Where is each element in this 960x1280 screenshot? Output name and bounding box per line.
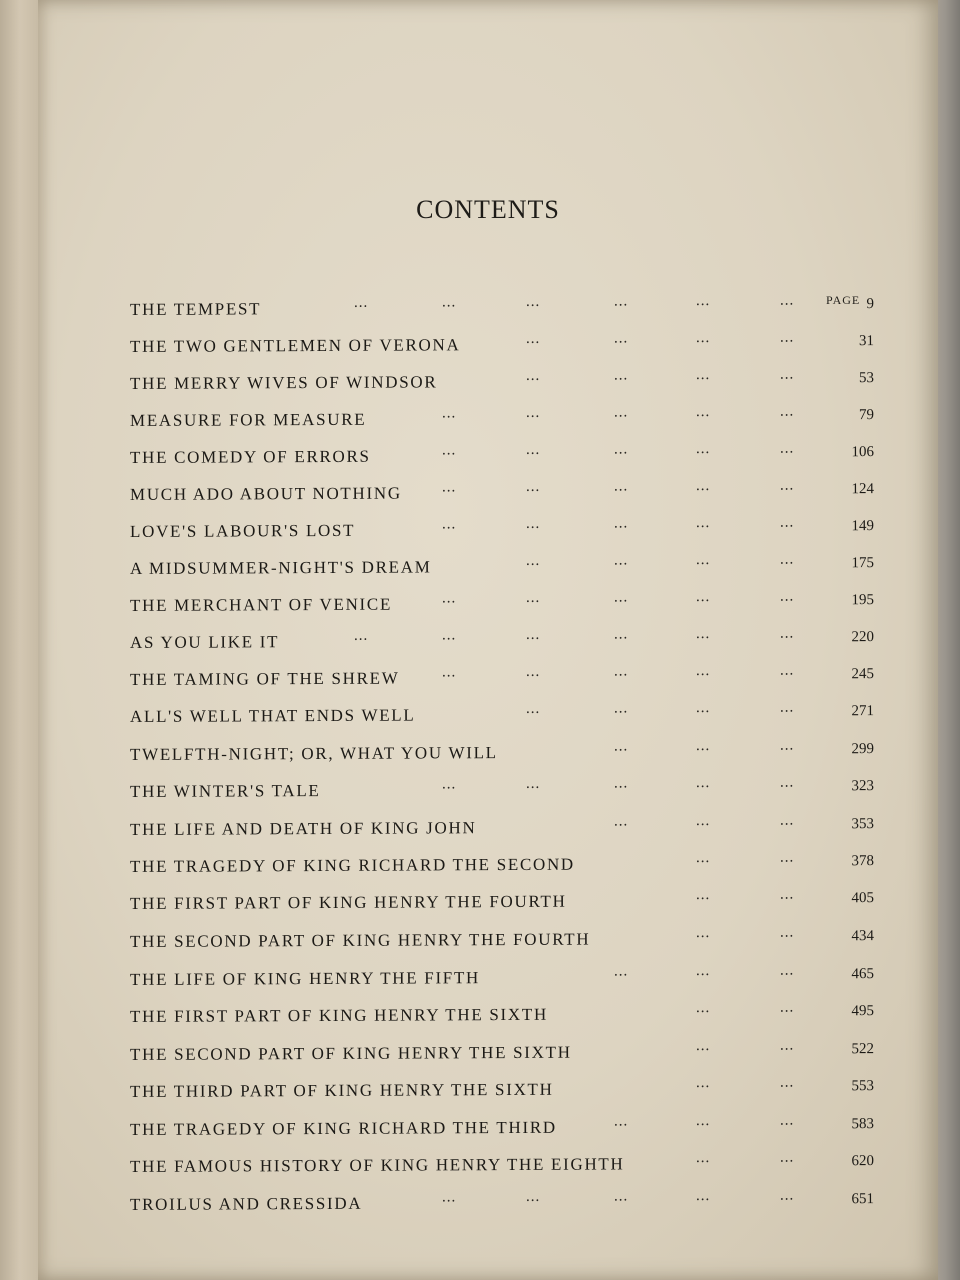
toc-leader-dots: ... [695,849,711,867]
toc-leader-dots: ... [613,515,629,532]
toc-entry [129,551,875,583]
toc-entry-page-number: 495 [851,1003,875,1020]
toc-entry-page-number: 124 [851,481,875,498]
toc-entry-title: THE MERRY WIVES OF WINDSOR [129,372,438,393]
toc-entry-page-number: 79 [858,407,875,424]
toc-leader-dots: ... [695,625,711,643]
toc-entry-title: THE TAMING OF THE SHREW [129,668,400,689]
toc-leader-dots: ... [779,699,795,716]
toc-leader-dots: ... [695,812,711,830]
table-of-contents [38,0,938,1280]
toc-leader-dots: ... [779,366,795,383]
toc-leader-dots: ... [695,440,711,458]
toc-entry [129,962,875,994]
toc-leader-dots: ... [613,738,629,755]
toc-leader-dots: ... [779,403,795,420]
toc-entry-page-number: 522 [851,1041,875,1058]
toc-leader-dots: ... [613,404,629,421]
toc-leader-dots: ... [695,1037,711,1055]
toc-entry [129,849,875,881]
toc-entry-page-number: 434 [851,928,875,945]
toc-entry-title: MEASURE FOR MEASURE [129,409,367,430]
toc-entry [129,366,875,398]
toc-leader-dots: ... [779,812,795,829]
toc-entry-title: TWELFTH-NIGHT; OR, WHAT YOU WILL [129,743,498,764]
toc-entry [129,477,875,509]
toc-leader-dots: ... [695,662,711,680]
toc-entry-title: THE TWO GENTLEMEN OF VERONA [129,335,461,356]
toc-leader-dots: ... [441,479,457,496]
toc-leader-dots: ... [779,1149,795,1166]
toc-entry [129,514,875,546]
toc-entry-title: THE TRAGEDY OF KING RICHARD THE THIRD [129,1117,557,1139]
page-column-label: PAGE [826,293,861,307]
toc-leader-dots: ... [613,478,629,495]
toc-leader-dots: ... [353,294,369,311]
toc-leader-dots: ... [613,367,629,384]
toc-leader-dots: ... [441,776,457,793]
toc-entry-title: A MIDSUMMER-NIGHT'S DREAM [129,557,432,578]
toc-entry-title: LOVE'S LABOUR'S LOST [129,520,356,541]
toc-leader-dots: ... [695,403,711,421]
toc-leader-dots: ... [525,404,541,421]
toc-leader-dots: ... [613,813,629,830]
toc-leader-dots: ... [613,330,629,347]
toc-entry-page-number: 299 [851,741,875,758]
toc-leader-dots: ... [779,1037,795,1054]
toc-leader-dots: ... [353,627,369,644]
toc-leader-dots: ... [525,663,541,680]
toc-entry-page-number: 353 [851,816,875,833]
page-title: CONTENTS [416,195,560,224]
toc-leader-dots: ... [695,962,711,980]
toc-leader-dots: ... [779,849,795,866]
toc-leader-dots: ... [525,589,541,606]
toc-leader-dots: ... [695,886,711,904]
toc-leader-dots: ... [695,292,711,310]
toc-leader-dots: ... [695,366,711,384]
toc-leader-dots: ... [613,441,629,458]
toc-entry [129,924,875,956]
toc-leader-dots: ... [695,551,711,569]
toc-entry-title: THE FAMOUS HISTORY OF KING HENRY THE EIGHTH [129,1154,625,1176]
toc-entry-title: THE SECOND PART OF KING HENRY THE FOURTH [129,929,591,951]
toc-leader-dots: ... [525,626,541,643]
toc-leader-dots: ... [779,514,795,531]
toc-leader-dots: ... [441,405,457,422]
toc-leader-dots: ... [695,774,711,792]
toc-leader-dots: ... [613,293,629,310]
toc-leader-dots: ... [779,962,795,979]
toc-leader-dots: ... [613,663,629,680]
toc-entry [129,1074,875,1106]
toc-leader-dots: ... [441,442,457,459]
toc-leader-dots: ... [441,590,457,607]
toc-leader-dots: ... [525,367,541,384]
toc-entry-page-number: 553 [851,1078,875,1095]
toc-entry-page-number: 583 [851,1116,875,1133]
toc-leader-dots: ... [779,440,795,457]
toc-leader-dots: ... [441,664,457,681]
toc-entry-page-number: 31 [858,333,875,350]
toc-entry-page-number: 106 [851,444,875,461]
toc-leader-dots: ... [779,625,795,642]
toc-entry-page-number: 149 [851,518,875,535]
toc-entry [129,774,875,806]
toc-entry-title: AS YOU LIKE IT [129,632,280,652]
toc-entry-title: THE SECOND PART OF KING HENRY THE SIXTH [129,1042,572,1064]
toc-leader-dots: ... [779,774,795,791]
toc-entry-title: TROILUS AND CRESSIDA [129,1193,363,1214]
toc-leader-dots: ... [525,552,541,569]
toc-entry-page-number: 271 [851,703,875,720]
toc-entry [129,440,875,472]
toc-leader-dots: ... [779,1112,795,1129]
toc-entry [129,1149,875,1181]
toc-entry [129,1187,875,1219]
toc-entry [129,1112,875,1144]
toc-entry [129,699,875,731]
toc-leader-dots: ... [613,1113,629,1130]
book-page [38,0,938,1280]
toc-entry [129,999,875,1031]
toc-entry-page-number: 465 [851,966,875,983]
toc-leader-dots: ... [525,515,541,532]
toc-leader-dots: ... [779,924,795,941]
toc-leader-dots: ... [613,589,629,606]
toc-entry [129,812,875,844]
toc-entry [129,1037,875,1069]
toc-leader-dots: ... [695,999,711,1017]
toc-leader-dots: ... [779,999,795,1016]
toc-entry-title: THE LIFE AND DEATH OF KING JOHN [129,818,477,839]
toc-leader-dots: ... [695,699,711,717]
toc-entry [129,737,875,769]
toc-leader-dots: ... [779,1074,795,1091]
toc-entry [129,662,875,694]
toc-leader-dots: ... [525,478,541,495]
toc-leader-dots: ... [613,700,629,717]
toc-entry-title: THE FIRST PART OF KING HENRY THE SIXTH [129,1004,548,1026]
toc-leader-dots: ... [613,1188,629,1205]
toc-leader-dots: ... [695,514,711,532]
toc-entry-title: THE TRAGEDY OF KING RICHARD THE SECOND [129,854,575,876]
toc-leader-dots: ... [613,775,629,792]
toc-leader-dots: ... [779,737,795,754]
toc-leader-dots: ... [695,737,711,755]
toc-leader-dots: ... [779,662,795,679]
toc-leader-dots: ... [525,441,541,458]
toc-entry-page-number: 323 [851,778,875,795]
toc-entry-page-number: 651 [851,1191,875,1208]
toc-leader-dots: ... [525,330,541,347]
toc-entry-title: MUCH ADO ABOUT NOTHING [129,483,402,504]
toc-leader-dots: ... [441,1189,457,1206]
toc-leader-dots: ... [695,1112,711,1130]
toc-leader-dots: ... [441,294,457,311]
toc-leader-dots: ... [695,477,711,495]
toc-leader-dots: ... [779,551,795,568]
toc-entry-page-number: 9 [866,296,875,313]
toc-entry-title: THE COMEDY OF ERRORS [129,446,371,467]
toc-entry-title: THE FIRST PART OF KING HENRY THE FOURTH [129,891,567,913]
toc-entry-title: ALL'S WELL THAT ENDS WELL [129,705,416,726]
toc-entry [129,625,875,657]
toc-entry [129,588,875,620]
toc-leader-dots: ... [613,552,629,569]
toc-leader-dots: ... [779,1187,795,1204]
toc-leader-dots: ... [695,1149,711,1167]
toc-leader-dots: ... [695,588,711,606]
toc-leader-dots: ... [695,1074,711,1092]
toc-leader-dots: ... [695,924,711,942]
toc-leader-dots: ... [779,292,795,309]
toc-entry-page-number: 175 [851,555,875,572]
toc-leader-dots: ... [779,477,795,494]
toc-leader-dots: ... [613,626,629,643]
toc-entry-page-number: 245 [851,666,875,683]
toc-leader-dots: ... [525,293,541,310]
toc-entry-page-number: 220 [851,629,875,646]
toc-entry [129,329,875,361]
toc-leader-dots: ... [525,775,541,792]
toc-leader-dots: ... [695,1187,711,1205]
toc-entry-page-number: 620 [851,1153,875,1170]
toc-entry-page-number: 195 [851,592,875,609]
toc-leader-dots: ... [779,329,795,346]
toc-leader-dots: ... [613,963,629,980]
toc-leader-dots: ... [441,516,457,533]
toc-leader-dots: ... [525,1188,541,1205]
toc-leader-dots: ... [695,329,711,347]
toc-entry-title: THE THIRD PART OF KING HENRY THE SIXTH [129,1079,554,1101]
toc-entry-page-number: 378 [851,853,875,870]
toc-leader-dots: ... [525,700,541,717]
toc-entry [129,886,875,918]
toc-entry-title: THE WINTER'S TALE [129,781,321,801]
toc-entry-page-number: 405 [851,890,875,907]
toc-entry-title: THE TEMPEST [129,299,262,319]
toc-entry [129,292,875,324]
toc-leader-dots: ... [441,627,457,644]
toc-entry [129,403,875,435]
toc-leader-dots: ... [779,588,795,605]
toc-entry-page-number: 53 [858,370,875,387]
toc-leader-dots: ... [779,886,795,903]
toc-entry-title: THE MERCHANT OF VENICE [129,594,393,615]
toc-entry-title: THE LIFE OF KING HENRY THE FIFTH [129,968,481,989]
